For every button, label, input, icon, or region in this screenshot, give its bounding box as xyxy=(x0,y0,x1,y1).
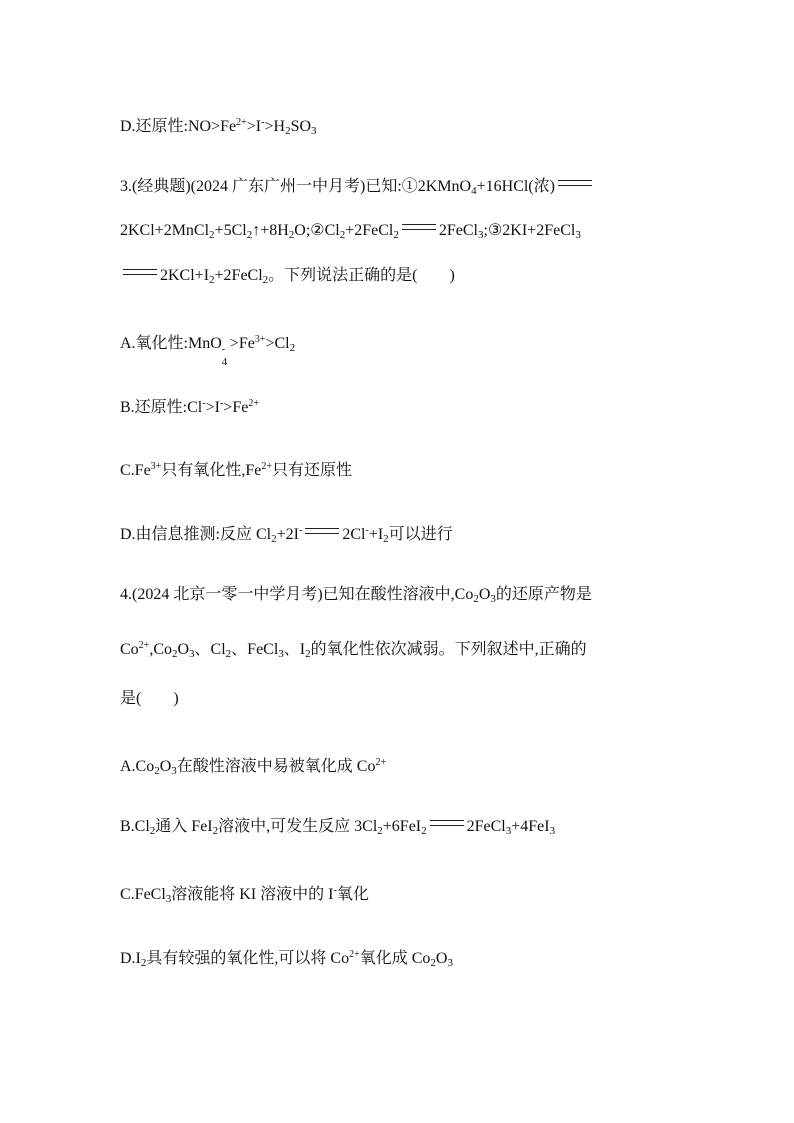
q4-option-b: $B.Cl_2$通入 FeI$_2$溶液中,可发生反应 $3Cl_2+6FeI_2$ 2FeCl$_3$+4FeI$_3$ xyxy=(120,818,556,837)
q4-stem-line-2: $Co^{2+},Co_2O_3$、$Cl_2$、FeCl$_3$、$I_2$的氧化性依次减弱。下列叙述中,正确的 xyxy=(120,640,587,660)
equals-sign xyxy=(430,820,464,826)
q4-stem-line-3: 是( ) xyxy=(120,690,179,707)
equals-sign xyxy=(305,528,339,534)
q3-option-c: $C.Fe^{3+}$只有氧化性$,Fe^{2+}$只有还原性 xyxy=(120,461,352,479)
q3-stem-line-2: $2KCl+2MnCl_2+5Cl_2↑+8H_2O;②Cl_2+2FeCl_2$ 2FeCl$_3$;③2KI+2FeCl$_3$ xyxy=(120,222,581,241)
q4-option-a: $A.Co_2O_3$在酸性溶液中易被氧化成 $Co^{2+}$ xyxy=(120,757,387,777)
equals-sign xyxy=(402,224,436,230)
q3-stem-line-3: $2KCl+I_2+2FeCl_2$。下列说法正确的是( ) xyxy=(120,266,455,290)
q4-option-c: C.FeCl$_3$溶液能将 KI 溶液中的 I-氧化 xyxy=(120,885,369,905)
q3-option-d: D.由信息推测:反应 $Cl_2+2I^-$ $2Cl^-+I_2$可以进行 xyxy=(120,525,453,545)
q4-stem-line-1: 4.(2024 北京一零一中学月考)已知在酸性溶液中$,Co_2O_3$的还原产物是 xyxy=(120,586,592,605)
q3-stem-line-1: 3.(经典题)(2024 广东广州一中月考)已知:①2KMnO$_4$+16HCl(浓) xyxy=(120,177,595,201)
q3-option-a: A.氧化性:MnO - 4 $>Fe^{3+}>Cl_2$ xyxy=(120,334,296,368)
equals-sign xyxy=(123,269,157,275)
q2-option-d: D.还原性$:NO>Fe^{2+}>I^->H_2SO_3$ xyxy=(120,117,317,137)
q3-option-b: B.还原性$:Cl^->I^->Fe^{2+}$ xyxy=(120,398,259,416)
q4-option-d: $D.I_2$具有较强的氧化性,可以将 $Co^{2+}$氧化成 $Co_2O_3$ xyxy=(120,949,453,969)
equals-sign xyxy=(558,180,592,186)
